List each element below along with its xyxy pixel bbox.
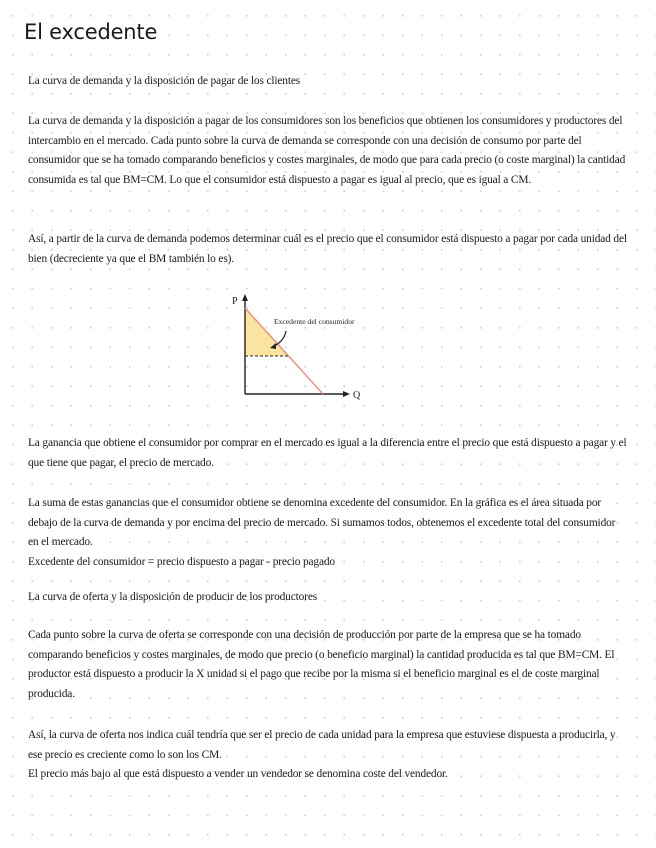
demand-paragraph-1: La curva de demanda y la disposición a pagar de los consumidores son los beneficios que obtienen los consumidores y productores del intercambio en el mercado. Cada punto sobre la curva de demanda se corresponde con una decisión de consumo por parte del consumidor que se ha tomado comparando beneficios y costes marginales, de modo que para cada precio (o coste marginal) la cantidad consumida es tal que BM=CM. Lo que el consumidor está dispuesto a pagar es igual al precio, que es igual a CM. xyxy=(28,115,626,186)
y-axis-label: P xyxy=(232,296,238,307)
y-axis-arrow xyxy=(242,294,248,301)
x-axis-arrow xyxy=(343,391,350,397)
supply-paragraph-1: Cada punto sobre la curva de oferta se corresponde con una decisión de producción por parte de la empresa que se ha tomado comparando beneficios y costes marginales, de modo que precio (o beneficio marginal) la cantidad producida es tal que BM=CM. El productor está dispuesto a producir la X unidad si el pago que recibe por la misma si el beneficio marginal es el de coste marginal producida. xyxy=(28,629,615,700)
supply-paragraph-2: Así, la curva de oferta nos indica cuál tendría que ser el precio de cada unidad para la empresa que estuviese dispuesta a producirla, y ese precio es creciente como lo son los CM. xyxy=(28,729,616,761)
demand-section-heading: La curva de demanda y la disposición de pagar de los clientes xyxy=(28,75,301,87)
x-axis-label: Q xyxy=(353,390,361,401)
surplus-paragraph: La suma de estas ganancias que el consumidor obtiene se denomina excedente del consumidor. En la gráfica es el área situada por debajo de la curva de demanda y por encima del precio de mercado. Si sumamos todos, obtenemos el excedente total del consumidor en el mercado. xyxy=(28,497,616,548)
page-title: El excedente xyxy=(24,20,158,44)
surplus-annotation-label: Excedente del consumidor xyxy=(274,317,355,326)
supply-paragraph-3: El precio más bajo al que está dispuesto a vender un vendedor se denomina coste del vendedor. xyxy=(28,768,448,780)
demand-paragraph-2: Así, a partir de la curva de demanda podemos determinar cuál es el precio que el consumidor está dispuesto a pagar por cada unidad del bien (decreciente ya que el BM también lo es). xyxy=(28,233,627,265)
consumer-surplus-chart xyxy=(226,290,366,406)
surplus-formula: Excedente del consumidor = precio dispuesto a pagar - precio pagado xyxy=(28,556,335,568)
gain-paragraph: La ganancia que obtiene el consumidor por comprar en el mercado es igual a la diferencia entre el precio que está dispuesto a pagar y el que tiene que pagar, el precio de mercado. xyxy=(28,437,627,469)
supply-section-heading: La curva de oferta y la disposición de producir de los productores xyxy=(28,591,318,603)
